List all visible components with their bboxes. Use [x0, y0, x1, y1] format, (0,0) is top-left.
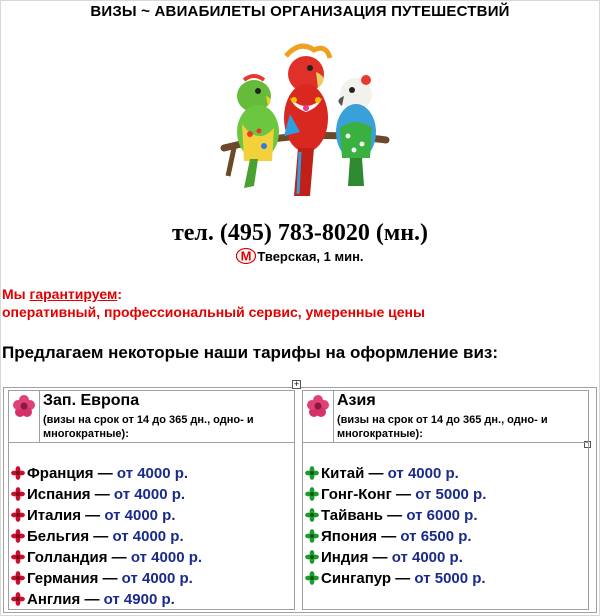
price: от 4000 р. [130, 549, 203, 566]
country-name: Япония [321, 528, 378, 545]
red-flower-bullet-icon [11, 529, 25, 543]
dash: — [364, 465, 388, 482]
country-name: Италия [27, 507, 81, 524]
header-title: ВИЗЫ ~ АВИАБИЛЕТЫ ОРГАНИЗАЦИЯ ПУТЕШЕСТВИЙ [90, 3, 510, 20]
dash: — [377, 528, 401, 545]
list-item [11, 589, 293, 610]
asia-subtitle: (визы на срок от 14 до 365 дн., одно- и многократные): [337, 414, 548, 440]
guarantee-suffix: : [117, 286, 122, 302]
metro-logo-letter: M [241, 248, 252, 264]
green-flower-bullet-icon [305, 508, 319, 522]
dash: — [80, 507, 105, 524]
price: от 4000 р. [391, 549, 463, 566]
europe-column [8, 390, 295, 610]
metro-station [0, 248, 600, 264]
country-name: Сингапур [321, 570, 392, 587]
dash: — [107, 549, 131, 566]
green-flower-bullet-icon [305, 571, 319, 585]
header-separator [333, 391, 334, 442]
green-flower-bullet-icon [305, 550, 319, 564]
country-name: Китай [321, 465, 365, 482]
country-name: Бельгия [27, 528, 90, 545]
country-name: Англия [27, 591, 81, 608]
europe-subtitle: (визы на срок от 14 до 365 дн., одно- и многократные): [43, 414, 254, 440]
country-name: Франция [27, 465, 94, 482]
asia-title: Азия [337, 392, 376, 409]
list-item [305, 505, 587, 526]
tariffs-heading: Предлагаем некоторые наши тарифы на оформление виз: [2, 343, 499, 362]
price: от 4000 р. [104, 507, 176, 524]
green-flower-bullet-icon [305, 487, 319, 501]
services-line: оперативный, профессиональный сервис, умеренные цены [2, 304, 425, 320]
red-flower-bullet-icon [11, 508, 25, 522]
list-item [11, 505, 293, 526]
country-name: Германия [27, 570, 99, 587]
flower-icon [306, 394, 330, 418]
country-name: Тайвань [321, 507, 383, 524]
flower-icon [12, 394, 36, 418]
country-name: Испания [27, 486, 91, 503]
metro-station-label: Тверская, 1 мин. [257, 249, 364, 264]
price: от 6500 р. [400, 528, 472, 545]
europe-header [9, 391, 294, 443]
dash: — [90, 486, 114, 503]
list-item [11, 547, 293, 568]
list-item [11, 526, 293, 547]
list-item [305, 463, 587, 484]
dash: — [93, 465, 117, 482]
red-flower-bullet-icon [11, 571, 25, 585]
red-flower-bullet-icon [11, 592, 25, 606]
phone-number: тел. (495) 783-8020 (мн.) [171, 220, 429, 246]
red-flower-bullet-icon [11, 466, 25, 480]
list-item [305, 568, 587, 589]
guarantee-prefix: Мы [2, 286, 30, 302]
dash: — [383, 507, 407, 524]
green-flower-bullet-icon [305, 529, 319, 543]
country-name: Голландия [27, 549, 108, 566]
europe-list [11, 463, 293, 610]
list-item [305, 484, 587, 505]
dash: — [80, 591, 104, 608]
green-flower-bullet-icon [305, 466, 319, 480]
dash: — [391, 570, 415, 587]
dash: — [89, 528, 113, 545]
list-item [305, 526, 587, 547]
country-name: Индия [321, 549, 369, 566]
guarantee-keyword: гарантируем [29, 286, 118, 302]
guarantee-line [2, 286, 122, 302]
list-item [11, 463, 293, 484]
parrots-illustration [214, 36, 394, 198]
list-item [11, 484, 293, 505]
price: от 4000 р. [121, 570, 193, 587]
asia-header [303, 391, 588, 443]
header-separator [39, 391, 40, 442]
asia-column [302, 390, 589, 610]
price: от 5000 р. [415, 486, 487, 503]
dash: — [98, 570, 122, 587]
price: от 4000 р. [112, 528, 184, 545]
price: от 4000 р. [387, 465, 459, 482]
asia-list [305, 463, 587, 589]
red-flower-bullet-icon [11, 487, 25, 501]
metro-logo-icon [236, 248, 256, 264]
red-flower-bullet-icon [11, 550, 25, 564]
country-name: Гонг-Конг [321, 486, 392, 503]
dash: — [391, 486, 416, 503]
price: от 5000 р. [414, 570, 486, 587]
europe-title: Зап. Европа [43, 392, 140, 409]
list-item [305, 547, 587, 568]
table-move-handle[interactable]: + [293, 379, 300, 389]
price: от 6000 р. [406, 507, 478, 524]
dash: — [368, 549, 392, 566]
price: от 4900 р. [103, 591, 175, 608]
price: от 4000 р. [116, 465, 189, 482]
price: от 4000 р. [113, 486, 186, 503]
list-item [11, 568, 293, 589]
